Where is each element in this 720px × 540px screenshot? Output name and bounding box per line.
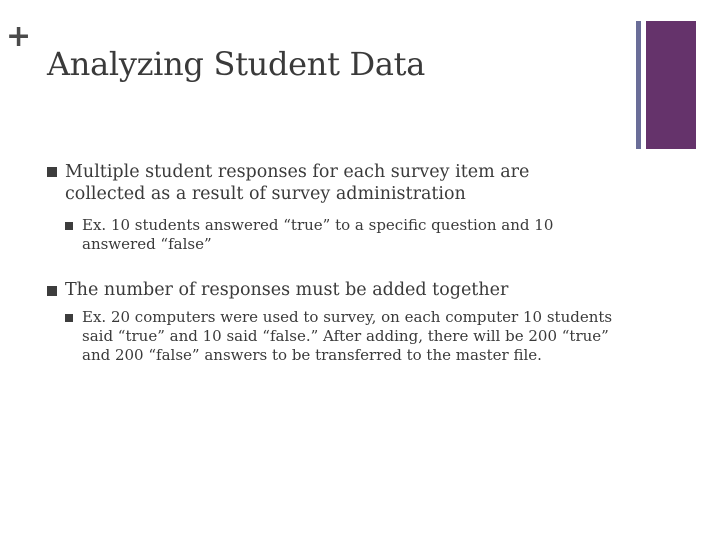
accent-bar-thin (636, 21, 641, 149)
sub-bullet-text-1: Ex. 10 students answered “true” to a specific question and 10 answered “false” (82, 216, 554, 253)
sub-bullet-square-icon (65, 222, 73, 230)
bullet-text-2: The number of responses must be added together (65, 280, 509, 300)
sub-bullet-square-icon (65, 314, 73, 322)
accent-bar-thick (646, 21, 696, 149)
sub-bullet-text-2: Ex. 20 computers were used to survey, on each computer 10 students said “true” and 10 said “false.” After adding, there will be 200 “true” and 200 “false” answers to be transferred to the master file. (82, 308, 613, 364)
plus-mark: + (6, 19, 32, 54)
bullet-square-icon (47, 286, 57, 296)
slide-title: Analyzing Student Data (47, 45, 425, 83)
bullet-square-icon (47, 167, 57, 177)
bullet-text-1: Multiple student responses for each survey item are collected as a result of survey administration (65, 162, 530, 204)
